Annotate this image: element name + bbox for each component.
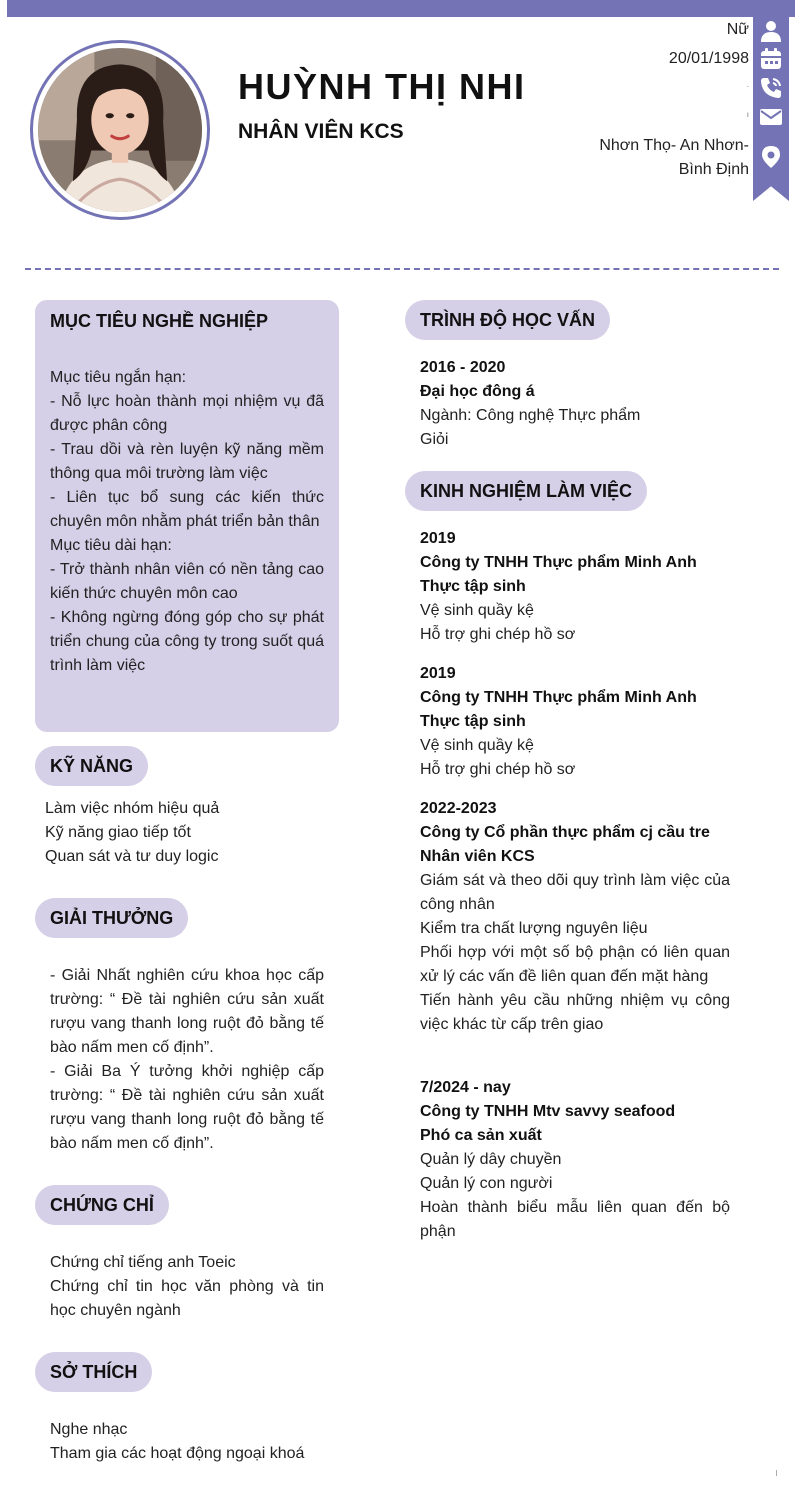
top-accent-bar — [7, 0, 795, 17]
job-period: 2022-2023 — [420, 800, 497, 817]
person-icon — [759, 19, 783, 43]
contact-gender: Nữ — [726, 21, 749, 38]
skills-list — [45, 797, 335, 869]
hobbies-list — [50, 1418, 340, 1466]
candidate-position: NHÂN VIÊN KCS — [238, 120, 404, 143]
calendar-icon — [759, 47, 783, 71]
education-grade: Giỏi — [420, 431, 449, 448]
awards-heading: GIẢI THƯỞNG — [35, 898, 188, 938]
career-goal-title: MỤC TIÊU NGHỀ NGHIỆP — [50, 311, 269, 331]
goal-line: Mục tiêu dài hạn: — [50, 537, 172, 554]
certificate-item: Chứng chỉ tin học văn phòng và tin học chuyên ngành — [50, 1278, 324, 1319]
job-company: Công ty TNHH Thực phẩm Minh Anh — [420, 554, 697, 571]
job-task: Tiến hành yêu cầu những nhiệm vụ công việc khác từ cấp trên giao — [420, 992, 730, 1033]
candidate-name: HUỲNH THỊ NHI — [238, 66, 526, 107]
job-task: Hỗ trợ ghi chép hồ sơ — [420, 626, 576, 643]
experience-entry — [420, 1076, 730, 1244]
job-company: Công ty Cổ phần thực phẩm cj cầu tre — [420, 824, 710, 841]
job-task: Vệ sinh quầy kệ — [420, 602, 534, 619]
career-goal-section — [35, 300, 339, 732]
career-goal-body — [50, 366, 324, 678]
job-role: Nhân viên KCS — [420, 848, 535, 865]
skills-heading: KỸ NĂNG — [35, 746, 148, 786]
avatar — [30, 40, 210, 220]
contact-email: ı — [746, 110, 749, 119]
job-task: Quản lý con người — [420, 1175, 553, 1192]
goal-line: - Nỗ lực hoàn thành mọi nhiệm vụ đã được phân công — [50, 393, 324, 434]
header-divider — [25, 268, 779, 270]
goal-line: - Liên tục bổ sung các kiến thức chuyên môn nhằm phát triển bản thân — [50, 489, 324, 530]
job-company: Công ty TNHH Thực phẩm Minh Anh — [420, 689, 697, 706]
location-icon — [759, 145, 783, 169]
hobby-item: Nghe nhạc — [50, 1421, 128, 1438]
job-role: Phó ca sản xuất — [420, 1127, 542, 1144]
skill-item: Quan sát và tư duy logic — [45, 848, 219, 865]
hobbies-heading: SỞ THÍCH — [35, 1352, 152, 1392]
education-entry — [420, 356, 730, 452]
experience-entry — [420, 662, 730, 782]
job-company: Công ty TNHH Mtv savvy seafood — [420, 1103, 676, 1120]
job-task: Kiểm tra chất lượng nguyên liệu — [420, 920, 648, 937]
award-item: - Giải Nhất nghiên cứu khoa học cấp trường: “ Đề tài nghiên cứu sản xuất rượu vang thanh long ruột đỏ bằng tế bào nấm men cố định”. — [50, 967, 324, 1056]
mail-icon — [759, 105, 783, 129]
certificate-item: Chứng chỉ tiếng anh Toeic — [50, 1254, 236, 1271]
education-school: Đại học đông á — [420, 383, 535, 400]
certificates-heading: CHỨNG CHỈ — [35, 1185, 169, 1225]
phone-icon — [759, 76, 783, 100]
contact-address: Nhơn Thọ- An Nhơn- Bình Định — [599, 137, 749, 178]
profile-photo-illustration — [38, 48, 202, 212]
education-period: 2016 - 2020 — [420, 359, 506, 376]
skill-item: Làm việc nhóm hiệu quả — [45, 800, 220, 817]
job-task: Giám sát và theo dõi quy trình làm việc của công nhân — [420, 872, 730, 913]
goal-line: - Trở thành nhân viên có nền tảng cao kiến thức chuyên môn cao — [50, 561, 324, 602]
page-corner-mark — [776, 1470, 777, 1476]
contact-icon-strip — [753, 17, 789, 201]
job-task: Phối hợp với một số bộ phận có liên quan xử lý các vấn đề liên quan đến mặt hàng — [420, 944, 730, 985]
education-major: Ngành: Công nghệ Thực phẩm — [420, 407, 641, 424]
job-task: Hỗ trợ ghi chép hồ sơ — [420, 761, 576, 778]
awards-list — [50, 964, 324, 1156]
experience-heading: KINH NGHIỆM LÀM VIỆC — [405, 471, 647, 511]
certificates-list — [50, 1251, 324, 1323]
job-task: Vệ sinh quầy kệ — [420, 737, 534, 754]
goal-line: - Trau dồi và rèn luyện kỹ năng mềm thông qua môi trường làm việc — [50, 441, 324, 482]
experience-entry — [420, 527, 730, 647]
goal-line: - Không ngừng đóng góp cho sự phát triển chung của công ty trong suốt quá trình làm việc — [50, 609, 324, 674]
goal-line: Mục tiêu ngắn hạn: — [50, 369, 187, 386]
job-role: Thực tập sinh — [420, 578, 526, 595]
hobby-item: Tham gia các hoạt động ngoại khoá — [50, 1445, 305, 1462]
contact-phone: . — [746, 80, 749, 89]
job-task: Hoàn thành biểu mẫu liên quan đến bộ phận — [420, 1199, 730, 1240]
contact-dob: 20/01/1998 — [668, 50, 749, 67]
job-period: 7/2024 - nay — [420, 1079, 511, 1096]
job-task: Quản lý dây chuyền — [420, 1151, 562, 1168]
job-period: 2019 — [420, 665, 456, 682]
education-heading: TRÌNH ĐỘ HỌC VẤN — [405, 300, 610, 340]
experience-entry — [420, 797, 730, 1037]
job-period: 2019 — [420, 530, 456, 547]
award-item: - Giải Ba Ý tưởng khởi nghiệp cấp trường: “ Đề tài nghiên cứu sản xuất rượu vang thanh long ruột đỏ bằng tế bào nấm men cố định”. — [50, 1063, 324, 1152]
profile-photo — [38, 48, 202, 212]
skill-item: Kỹ năng giao tiếp tốt — [45, 824, 191, 841]
job-role: Thực tập sinh — [420, 713, 526, 730]
